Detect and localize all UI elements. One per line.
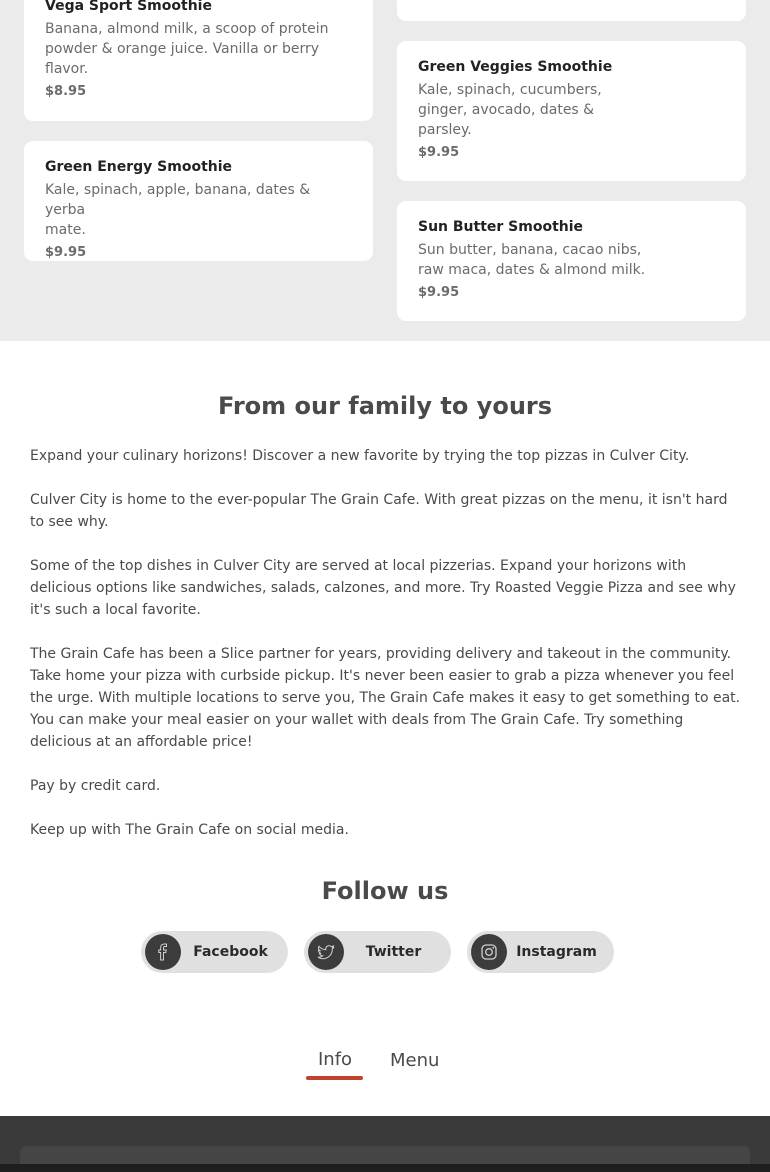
menu-item-price: $8.95 — [45, 84, 87, 99]
menu-section — [0, 0, 770, 341]
menu-item-card[interactable] — [24, 0, 373, 121]
menu-item-price: $9.95 — [418, 145, 460, 160]
tab-info[interactable]: Info — [318, 1049, 353, 1070]
menu-item-description: Kale, spinach, cucumbers, ginger, avocado, dates & parsley. — [418, 82, 602, 138]
facebook-link-button[interactable] — [141, 931, 288, 973]
menu-item-card[interactable] — [24, 141, 373, 261]
facebook-icon — [145, 934, 181, 970]
about-paragraph: Pay by credit card. — [30, 778, 161, 794]
about-paragraph: The Grain Cafe has been a Slice partner for years, providing delivery and takeout in the community. Take home your pizza with curbside pickup. It's never been easier to grab a pizza whenever you feel the urge. With multiple locations to serve you, The Grain Cafe makes it easy to get something to eat. You can make your meal easier on your wallet with deals from The Grain Cafe. Try something delicious at an affordable price! — [30, 646, 741, 750]
footer-bottom-bar — [0, 1164, 770, 1172]
about-title: From our family to yours — [217, 392, 553, 420]
instagram-link-button[interactable] — [467, 931, 614, 973]
menu-item-price: $9.95 — [45, 245, 87, 260]
tab-menu[interactable]: Menu — [390, 1050, 440, 1071]
twitter-link-button[interactable] — [304, 931, 451, 973]
active-tab-indicator — [306, 1076, 363, 1080]
menu-item-title: Green Energy Smoothie — [45, 159, 233, 175]
menu-item-price: $9.95 — [418, 285, 460, 300]
follow-title: Follow us — [321, 877, 449, 905]
menu-item-title: Sun Butter Smoothie — [418, 219, 584, 235]
menu-item-title: Vega Sport Smoothie — [45, 0, 212, 14]
menu-item-card[interactable] — [397, 0, 746, 21]
about-paragraph: Expand your culinary horizons! Discover a new favorite by trying the top pizzas in Culver City. — [30, 448, 690, 464]
twitter-icon — [308, 934, 344, 970]
about-paragraph: Keep up with The Grain Cafe on social media. — [30, 822, 349, 838]
instagram-icon — [471, 934, 507, 970]
twitter-label: Twitter — [365, 944, 422, 960]
instagram-label: Instagram — [516, 944, 597, 960]
about-paragraph: Some of the top dishes in Culver City are served at local pizzerias. Expand your horizons with delicious options like sandwiches, salads, calzones, and more. Try Roasted Veggie Pizza and see why it's such a local favorite. — [30, 558, 736, 618]
menu-item-description: Kale, spinach, apple, banana, dates & yerba mate. — [45, 182, 311, 238]
menu-item-description: Sun butter, banana, cacao nibs, raw maca, dates & almond milk. — [418, 242, 646, 278]
menu-item-description: Banana, almond milk, a scoop of protein powder & orange juice. Vanilla or berry flavor. — [45, 21, 329, 77]
about-paragraph: Culver City is home to the ever-popular The Grain Cafe. With great pizzas on the menu, it isn't hard to see why. — [30, 492, 728, 530]
facebook-label: Facebook — [193, 944, 268, 960]
menu-item-card[interactable] — [397, 201, 746, 321]
menu-item-card[interactable] — [397, 41, 746, 181]
menu-item-title: Green Veggies Smoothie — [418, 59, 613, 75]
